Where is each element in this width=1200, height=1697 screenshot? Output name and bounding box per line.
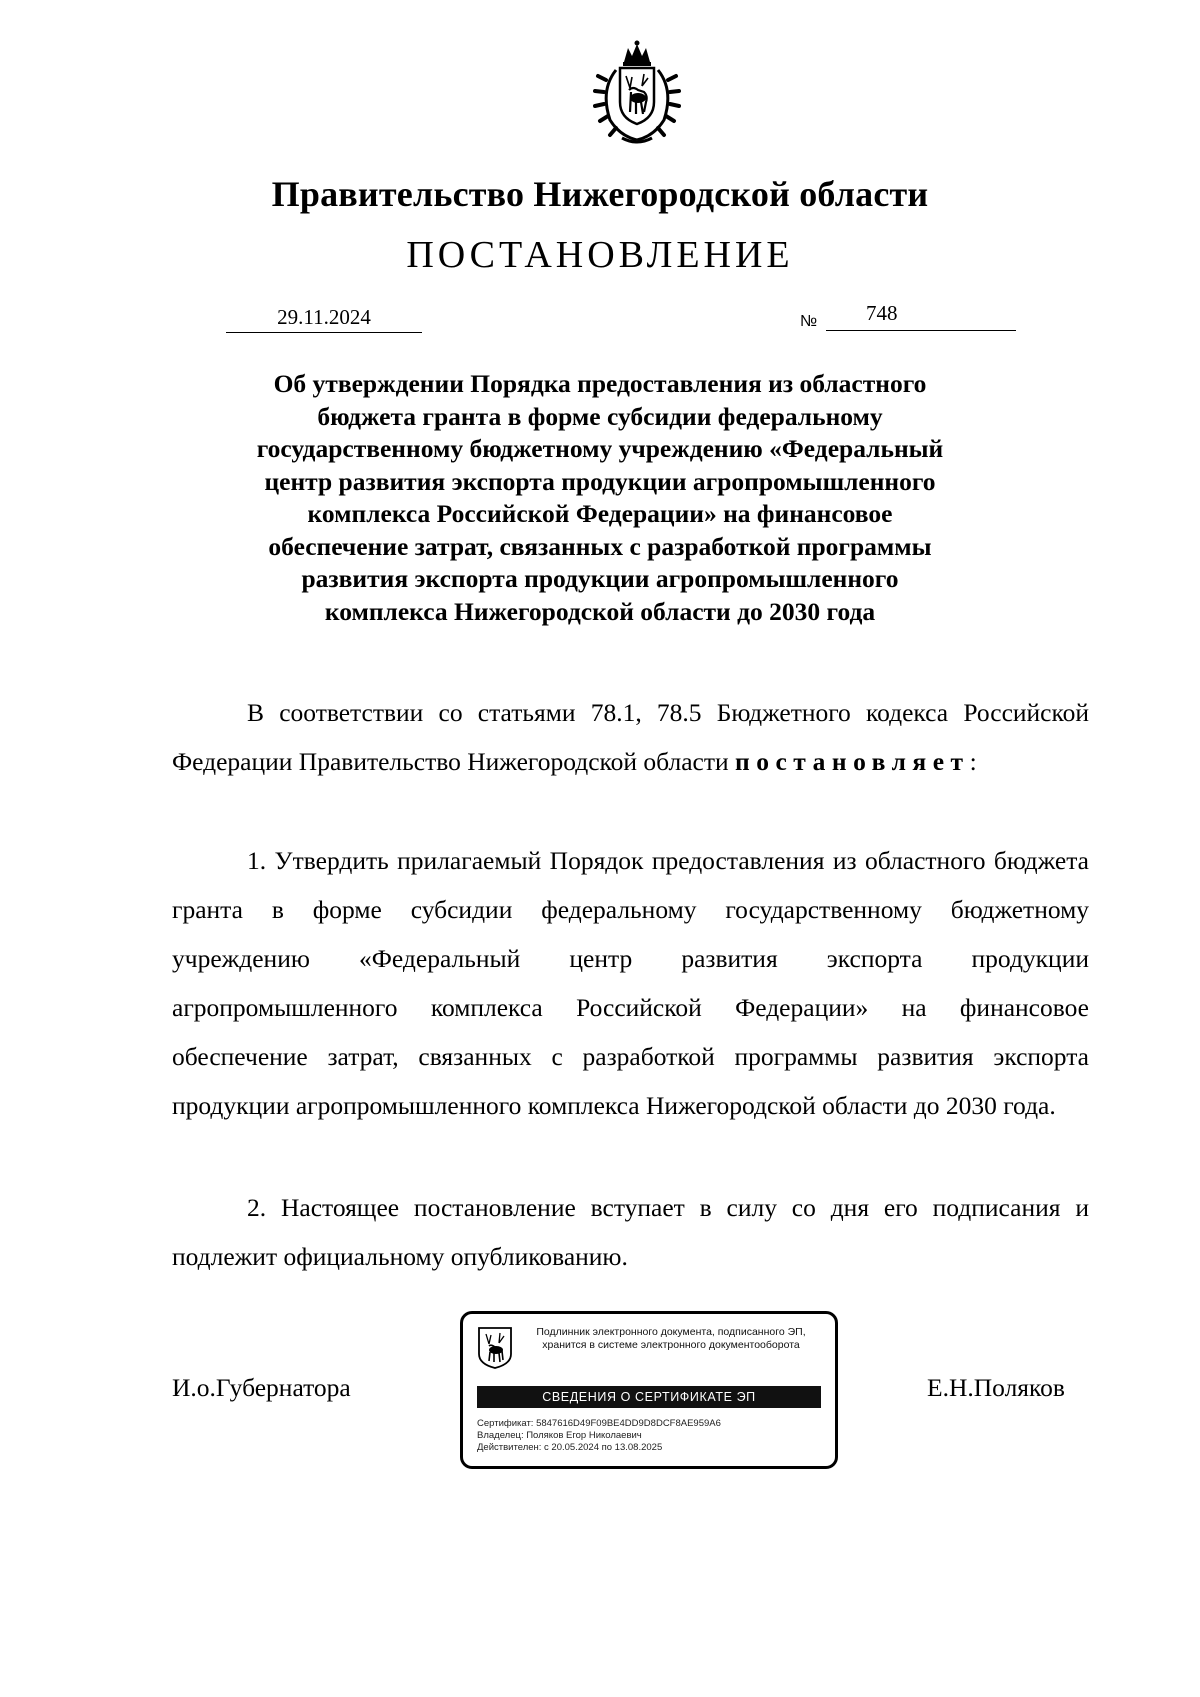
certificate-owner: Владелец: Поляков Егор Николаевич (477, 1430, 642, 1441)
document-number: 748 (866, 301, 898, 325)
preamble-paragraph (172, 688, 1089, 786)
preamble-text: В соответствии со статьями 78.1, 78.5 Бюджетного кодекса Российской Федерации Правительство Нижегородской области (172, 698, 1089, 776)
certificate-id: Сертификат: 5847616D49F09BE4DD9D8DCF8AE959A6 (477, 1418, 721, 1429)
subject-line: бюджета гранта в форме субсидии федеральному (317, 401, 883, 431)
coat-of-arms-icon (586, 40, 688, 146)
document-subject (170, 368, 1030, 628)
subject-line: развития экспорта продукции агропромышленного (301, 564, 899, 593)
stamp-details (477, 1418, 821, 1454)
signer-name: Е.Н.Поляков (927, 1373, 1065, 1402)
deer-emblem-icon (477, 1326, 513, 1370)
item-1-text: 1. Утвердить прилагаемый Порядок предоставления из областного бюджета гранта в форме субсидии федеральному государственному бюджетному учреждению «Федеральный центр развития экспорта продукции агропромышленного комплекса Российской Федерации» на финансовое обеспечение затрат, связанных с разработкой программы развития экспорта продукции агропромышленного комплекса Нижегородской области до 2030 года. (172, 846, 1089, 1120)
stamp-note-line: хранится в системе электронного документооборота (542, 1339, 800, 1351)
subject-line: комплекса Нижегородской области до 2030 года (324, 596, 876, 626)
number-sign: № (800, 313, 818, 330)
signer-title: И.о.Губернатора (172, 1373, 351, 1402)
document-number-field (826, 300, 1016, 331)
subject-line: обеспечение затрат, связанных с разработкой программы (268, 531, 932, 561)
document-date: 29.11.2024 (226, 302, 422, 333)
electronic-signature-stamp (460, 1311, 838, 1469)
stamp-note (521, 1326, 821, 1352)
subject-line: центр развития экспорта продукции агропромышленного (264, 466, 936, 496)
subject-line: комплекса Российской Федерации» на финансовое (307, 499, 893, 528)
subject-line: государственному бюджетному учреждению «Федеральный (256, 434, 944, 463)
item-2-text: 2. Настоящее постановление вступает в силу со дня его подписания и подлежит официальному опубликованию. (172, 1193, 1089, 1271)
subject-line: Об утверждении Порядка предоставления из областного (273, 369, 927, 398)
stamp-note-line: Подлинник электронного документа, подписанного ЭП, (536, 1326, 806, 1338)
certificate-validity: Действителен: с 20.05.2024 по 13.08.2025 (477, 1442, 663, 1453)
decree-colon: : (969, 747, 977, 776)
decree-word: постановляет (735, 747, 970, 776)
document-type: ПОСТАНОВЛЕНИЕ (406, 234, 794, 276)
item-1-paragraph (172, 836, 1089, 1130)
government-title: Правительство Нижегородской области (271, 174, 929, 214)
stamp-header: СВЕДЕНИЯ О СЕРТИФИКАТЕ ЭП (477, 1386, 821, 1408)
item-2-paragraph (172, 1183, 1089, 1281)
